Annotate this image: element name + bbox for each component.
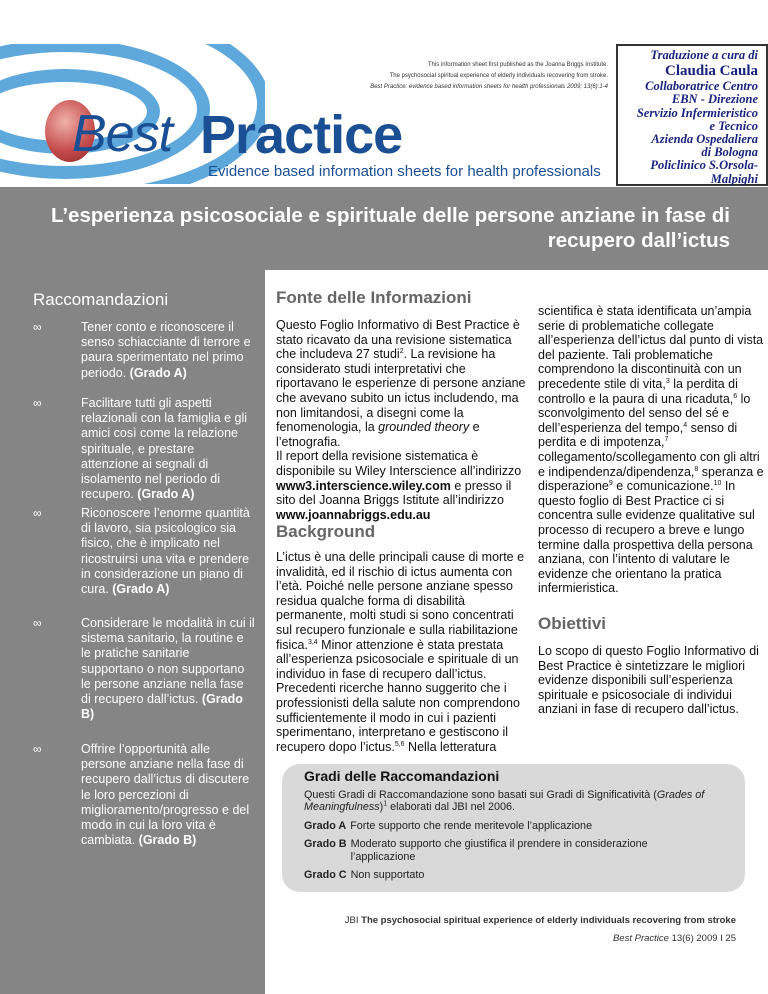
grade-label: Grado C bbox=[304, 869, 347, 881]
recommendation-text bbox=[81, 616, 255, 722]
page-title: L’esperienza psicosociale e spirituale delle persone anziane in fase di recupero dall’ictus bbox=[50, 204, 730, 252]
affiliation-line: di Bologna bbox=[701, 145, 758, 160]
recommendation-item bbox=[33, 396, 255, 502]
infinity-bullet-icon: ∞ bbox=[33, 742, 42, 756]
recommendation-item bbox=[33, 616, 255, 722]
publication-info bbox=[248, 60, 608, 93]
affiliation-line: e Tecnico bbox=[709, 118, 758, 133]
fonte-heading: Fonte delle Informazioni bbox=[276, 288, 472, 307]
fonte-body bbox=[276, 318, 528, 522]
pub-info-line: This information sheet first published as the Joanna Briggs Institute. bbox=[427, 62, 608, 68]
page-footer bbox=[300, 912, 768, 948]
text-segment: Il report della revisione sistematica è disponibile su Wiley Interscience all’indirizzo bbox=[276, 449, 522, 478]
infinity-bullet-icon: ∞ bbox=[33, 320, 42, 334]
logo-best: Best bbox=[72, 105, 173, 163]
background-body bbox=[276, 550, 530, 754]
affiliation-line: Malpighi bbox=[710, 171, 758, 186]
text-segment: (Grado A) bbox=[137, 487, 195, 502]
citation-superscript: 10 bbox=[713, 479, 722, 487]
obiettivi-body bbox=[538, 644, 760, 717]
affiliation-line: EBN - Direzione bbox=[671, 92, 758, 107]
text-segment: Tener conto e riconoscere il senso schiacciante di terrore e paura sperimentato nel primo periodo. bbox=[81, 320, 251, 380]
grade-text: Forte supporto che rende meritevole l’applicazione bbox=[350, 819, 593, 832]
text-segment: L’ictus è una delle principali cause di morte e invalidità, ed il rischio di ictus aumenta con l’età. Poiché nelle persone anziane spesso residua qualche forma di disabilità permanente, molti studi si sono concentrati sul recupero funzionale e sulla riabilitazione fisica. bbox=[276, 550, 525, 652]
citation-superscript: 3 bbox=[665, 377, 670, 385]
grade-c bbox=[304, 869, 745, 882]
text-segment: la perdita di controllo e la paura di una ricaduta, bbox=[538, 376, 738, 406]
infinity-bullet-icon: ∞ bbox=[33, 396, 42, 410]
footer-title: The psychosocial spiritual experience of elderly individuals recovering from stroke bbox=[361, 915, 736, 926]
footer-jbi: JBI bbox=[344, 915, 359, 926]
grades-heading: Gradi delle Raccomandazioni bbox=[304, 768, 500, 784]
infinity-bullet-icon: ∞ bbox=[33, 616, 42, 630]
recommendation-text bbox=[81, 742, 255, 848]
citation-superscript: 3,4 bbox=[307, 638, 318, 646]
text-segment: e l’etnografia. bbox=[276, 420, 480, 449]
text-segment: Minor attenzione è stata prestata all’esperienza psicosociale e spirituale di un individuo in fase di recupero dall’ictus. Precedenti ricerche hanno suggerito che i professionisti della salute non comprendono sufficientemente il modo in cui i pazienti sperimentano, interpretano e gestiscono il recupero dopo l’ictus. bbox=[276, 637, 520, 754]
logo-tagline: Evidence based information sheets for health professionals bbox=[208, 163, 601, 180]
grade-text: Non supportato bbox=[350, 869, 425, 881]
pub-info-line: The psychosocial spiritual experience of elderly individuals recovering from stroke. bbox=[389, 73, 608, 79]
text-segment: www.joannabriggs.edu.au bbox=[276, 507, 431, 522]
text-segment: Facilitare tutti gli aspetti relazionali con la famiglia e gli amici così come la relazione spirituale, e prestare attenzione ai segnali di isolamento nel periodo di recupero. bbox=[81, 396, 248, 502]
grade-label: Grado A bbox=[304, 819, 347, 832]
citation-superscript: 6 bbox=[733, 392, 738, 400]
continued-body bbox=[538, 304, 764, 596]
grade-label: Grado B bbox=[304, 838, 347, 850]
recommendations-heading: Raccomandazioni bbox=[33, 290, 169, 309]
grade-b bbox=[304, 838, 745, 863]
text-segment: senso di perdita e di impotenza, bbox=[538, 420, 738, 450]
recommendation-item bbox=[33, 506, 255, 597]
logo-practice: Practice bbox=[200, 105, 403, 165]
text-segment: scientifica è stata identificata un’ampia serie di problematiche collegate all’esperienza dell’ictus dal punto di vista del paziente. Tali problematiche comprendono la discontinuità con un precedente stile di vita, bbox=[538, 304, 764, 391]
recommendations-sidebar bbox=[0, 270, 265, 994]
text-segment: speranza e disperazione bbox=[538, 464, 764, 494]
grade-a bbox=[304, 820, 745, 833]
affiliation-line: Policlinico S.Orsola- bbox=[650, 158, 758, 173]
affiliation-line: Azienda Ospedaliera bbox=[651, 132, 758, 147]
text-segment: . La revisione ha considerato studi interpretativi che riportavano le esperienze di persone anziane che avevano subito un ictus includendo, ma non limitandosi, a disegni come la fenomenologia, la bbox=[276, 347, 526, 435]
text-segment: lo sconvolgimento del senso del sé e dell’esperienza del tempo, bbox=[538, 391, 751, 435]
citation-superscript: 7 bbox=[664, 436, 669, 444]
text-segment: ) bbox=[379, 801, 384, 813]
text-segment: Questi Gradi di Raccomandazione sono basati sui Gradi di Significatività ( bbox=[304, 788, 657, 801]
footer-issue: 13(6) 2009 I 25 bbox=[671, 933, 736, 944]
text-segment: Riconoscere l’enorme quantità di lavoro, sia psicologico sia fisico, che è implicato nel ricostruirsi una vita e prendere in considerazione un piano di cura. bbox=[81, 506, 250, 597]
recommendation-text bbox=[81, 320, 255, 381]
text-segment: Considerare le modalità in cui il sistema sanitario, la routine e le pratiche sanitarie supportano o non supportano le persone anziane nella fase di recupero dall’ictus. bbox=[81, 616, 255, 707]
infinity-bullet-icon: ∞ bbox=[33, 506, 42, 520]
text-segment: (Grado A) bbox=[129, 365, 187, 380]
text-segment: In questo foglio di Best Practice ci si concentra sulle evidenze qualitative sul processo di recupero a breve e lungo termine dalla prospettiva della persona anziana, con l’intento di valutare le evidenze che orientano la pratica infermieristica. bbox=[538, 479, 755, 596]
recommendation-text bbox=[81, 396, 255, 502]
text-segment: Offrire l’opportunità alle persone anziane nella fase di recupero dall’ictus di discutere le loro percezioni di miglioramento/progresso e del modo in cui la loro vita è cambiata. bbox=[81, 742, 250, 848]
affiliation-line: Collaboratrice Centro bbox=[645, 79, 758, 94]
text-segment: collegamento/scollegamento con gli altri e indipendenza/dipendenza, bbox=[538, 449, 760, 479]
citation-superscript: 5,6 bbox=[394, 740, 405, 748]
citation-superscript: 8 bbox=[694, 465, 699, 473]
text-segment: e presso il sito del Joanna Briggs Istitute all’indirizzo bbox=[276, 478, 512, 508]
grades-intro bbox=[304, 789, 745, 814]
text-segment: (Grado A) bbox=[112, 582, 170, 597]
recommendation-item bbox=[33, 320, 255, 381]
text-segment: www3.interscience.wiley.com bbox=[276, 478, 451, 493]
text-segment: e comunicazione. bbox=[612, 479, 714, 494]
background-heading: Background bbox=[276, 522, 376, 541]
affiliation-line: Servizio Infermieristico bbox=[636, 105, 758, 120]
recommendation-text bbox=[81, 506, 255, 597]
obiettivi-heading: Obiettivi bbox=[538, 614, 607, 633]
citation-superscript: 1 bbox=[383, 800, 388, 808]
header bbox=[0, 0, 768, 187]
text-segment: elaborati dal JBI nel 2006. bbox=[387, 801, 516, 813]
pub-info-line: Best Practice: evidence based information sheets for health professionals 2009; 13(6):1-4 bbox=[370, 84, 608, 90]
citation-superscript: 4 bbox=[683, 421, 688, 429]
citation-superscript: 9 bbox=[608, 479, 613, 487]
text-segment: Nella letteratura bbox=[404, 739, 497, 754]
translator-name: Claudia Caula bbox=[665, 63, 758, 80]
citation-superscript: 2 bbox=[399, 348, 404, 356]
footer-journal: Best Practice bbox=[612, 933, 669, 944]
text-segment: (Grado B) bbox=[81, 692, 243, 722]
text-segment: (Grado B) bbox=[138, 833, 197, 848]
text-segment: Grades of Meaningfulness bbox=[304, 788, 705, 813]
translation-credit-box bbox=[616, 44, 768, 186]
text-segment: Questo Foglio Informativo di Best Practice è stato ricavato da una revisione sistematica che includeva 27 studi bbox=[276, 318, 520, 362]
text-segment: grounded theory bbox=[378, 420, 470, 435]
grade-text: Moderato supporto che giustifica il prendere in considerazione l’applicazione bbox=[350, 838, 648, 863]
grades-box bbox=[282, 764, 745, 892]
text-segment: Lo scopo di questo Foglio Informativo di Best Practice è sintetizzare le migliori evidenze disponibili sull’esperienza spirituale e psicosociale di individui anziani in fase di recupero dall’ictus. bbox=[538, 644, 759, 717]
recommendation-item bbox=[33, 742, 255, 848]
translation-label: Traduzione a cura di bbox=[650, 48, 758, 62]
